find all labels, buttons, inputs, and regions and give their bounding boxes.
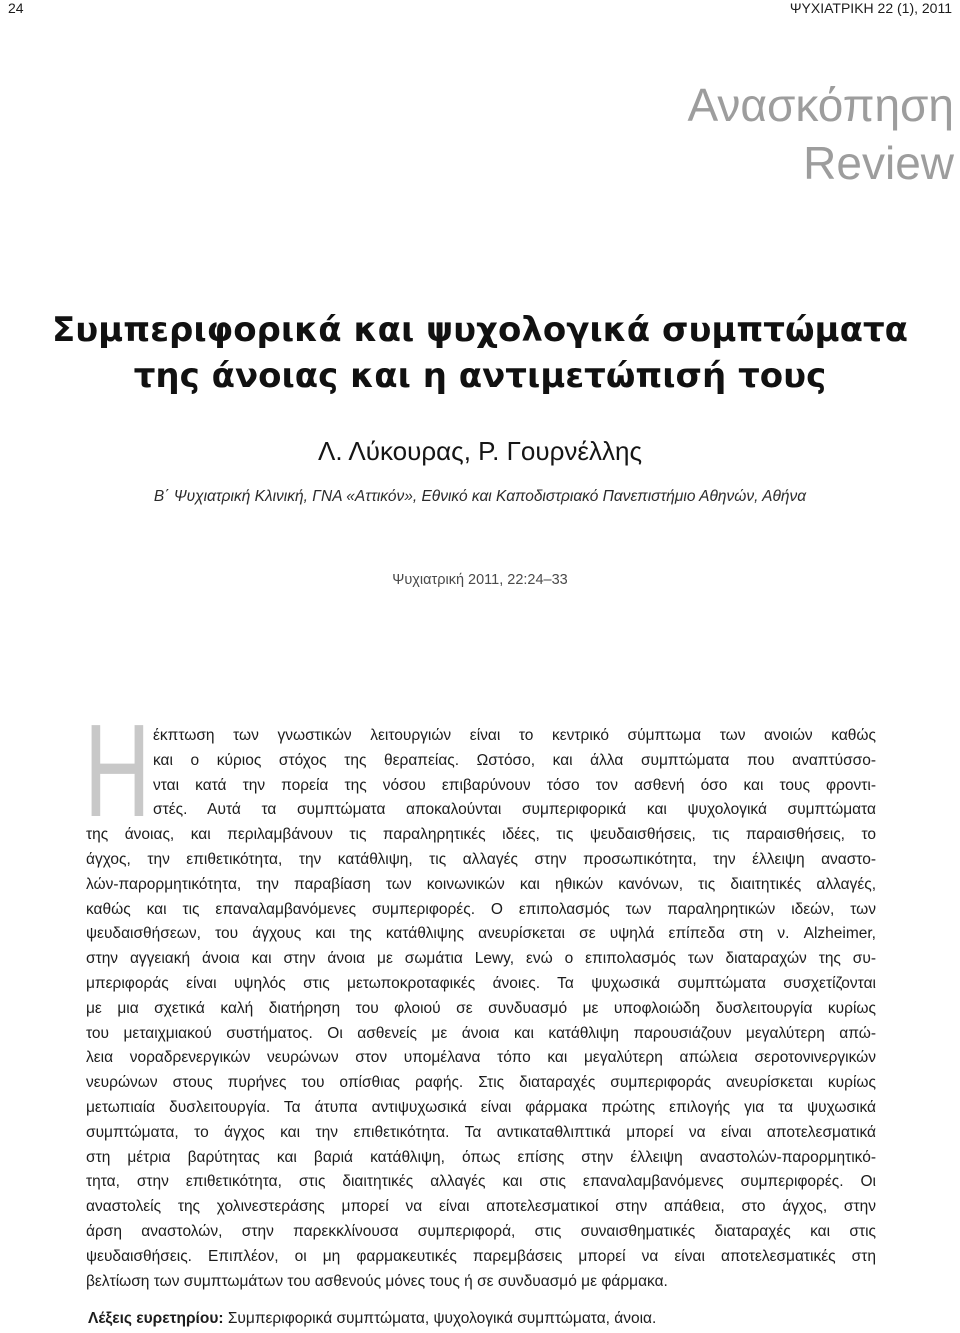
abstract-line: λεια νοραδρενεργικών νευρώνων στον υπομέλανα τόπο και μεγαλύτερη απώλεια σεροτονινεργικών <box>86 1049 876 1067</box>
abstract-line: λών-παρορμητικότητα, την παραβίαση των κοινωνικών και ηθικών κανόνων, τις διαιτητικές αλλαγές, <box>86 875 876 893</box>
abstract-line: άρση αναστολών, στην παρεκκλίνουσα συμπεριφορά, στις συναισθηματικές διαταραχές και στις <box>86 1222 876 1240</box>
section-label-english: Review <box>803 137 954 189</box>
abstract-line: και ο κύριος στόχος της θεραπείας. Ωστόσο, και άλλα συμπτώματα που αναπτύσσο- <box>153 751 876 769</box>
abstract-line: βελτίωση των συμπτωμάτων του ασθενούς μόνες τους ή σε συνδυασμό με φάρμακα. <box>86 1272 668 1290</box>
abstract-line: μετωπιαία δυσλειτουργία. Τα άτυπα αντιψυχωσικά είναι φάρμακα πρώτης επιλογής για τα ψυχωσικά <box>86 1098 876 1116</box>
abstract-line: με μια σχετικά καλή διατήρηση του φλοιού σε συνδυασμό με υποφλοιώδη δυσλειτουργία κυρίως <box>86 999 876 1017</box>
abstract-line: μπεριφοράς είναι υψηλός στις μετωποκροταφικές άνοιες. Τα ψυχωσικά συμπτώματα συσχετίζονται <box>86 974 876 992</box>
abstract-line: άγχος, την επιθετικότητα, την κατάθλιψη, τις αλλαγές στην προσωπικότητα, την έλλειψη αναστο- <box>86 850 876 868</box>
abstract-line: τητα, στην επιθετικότητα, στις διαιτητικές αλλαγές και στις επαναλαμβανόμενες συμπεριφορές. Οι <box>86 1173 876 1191</box>
authors: Λ. Λύκουρας, Ρ. Γουρνέλλης <box>318 436 642 466</box>
journal-reference: ΨΥΧΙΑΤΡΙΚΗ 22 (1), 2011 <box>789 0 952 16</box>
abstract-line: ψευδαισθήσεων, του άγχους και της κατάθλιψης ανευρίσκεται σε υψηλά επίπεδα στη ν. Alzheimer, <box>86 925 876 943</box>
abstract-line: του μεταιχμιακού συστήματος. Οι ασθενείς με άνοια και κατάθλιψη παρουσιάζουν μεγαλύτερη απώ- <box>86 1024 876 1042</box>
citation: Ψυχιατρική 2011, 22:24–33 <box>392 572 568 588</box>
abstract-line: της άνοιας, και περιλαμβάνουν τις παραληρητικές ιδέες, τις ψευδαισθήσεις, τις παραισθήσεις, το <box>86 826 876 844</box>
drop-cap: Η <box>84 697 151 844</box>
title-line-1: Συμπεριφορικά και ψυχολογικά συμπτώματα <box>51 310 908 350</box>
abstract-line: στές. Αυτά τα συμπτώματα αποκαλούνται συμπεριφορικά και ψυχολογικά συμπτώματα <box>153 801 876 819</box>
article-title <box>0 307 960 399</box>
section-label-greek: Ανασκόπηση <box>687 79 954 131</box>
affiliation: Β΄ Ψυχιατρική Κλινική, ΓΝΑ «Αττικόν», Εθνικό και Καποδιστριακό Πανεπιστήμιο Αθηνών, Αθήνα <box>153 488 807 505</box>
abstract-line: στην αγγειακή άνοια και στην άνοια με σωμάτια Lewy, ενώ ο επιπολασμός των διαταραχών της συ- <box>86 950 876 968</box>
title-line-2: της άνοιας και η αντιμετώπισή τους <box>133 356 827 396</box>
abstract-line: συμπτώματα, το άγχος και την επιθετικότητα. Τα αντικαταθλιπτικά μπορεί να είναι αποτελεσματικά <box>86 1123 876 1141</box>
abstract-line: αναστολείς της χολινεστεράσης μπορεί να είναι αποτελεσματικοί στην απάθεια, στο άγχος, στην <box>86 1198 876 1216</box>
abstract-line: νευρώνων στους πυρήνες του οπίσθιας ραφής. Στις διαταραχές συμπεριφοράς ανευρίσκεται κυρίως <box>86 1074 876 1092</box>
keywords-text: Συμπεριφορικά συμπτώματα, ψυχολογικά συμπτώματα, άνοια. <box>227 1310 657 1327</box>
abstract-line: νται κατά την πορεία της νόσου επιβαρύνουν τόσο τον ασθενή όσο και τους φροντι- <box>153 776 876 794</box>
keywords <box>88 1308 656 1330</box>
abstract-line: ψευδαισθήσεις. Επιπλέον, οι μη φαρμακευτικές παρεμβάσεις μπορεί να είναι αποτελεσματικές στη <box>86 1247 876 1265</box>
page-number: 24 <box>8 0 24 16</box>
abstract-line: έκπτωση των γνωστικών λειτουργιών είναι το κεντρικό σύμπτωμα των ανοιών καθώς <box>153 727 876 744</box>
abstract-line: στη μέτρια βαρύτητας και βαριά κατάθλιψη, όπως επίσης στην έλλειψη αναστολών-παρορμητικό- <box>86 1148 876 1166</box>
abstract <box>86 724 876 1294</box>
keywords-label: Λέξεις ευρετηρίου: <box>88 1310 224 1327</box>
abstract-line: καθώς και τις επαναλαμβανόμενες συμπεριφορές. Ο επιπολασμός των παραληρητικών ιδεών, των <box>86 900 876 918</box>
